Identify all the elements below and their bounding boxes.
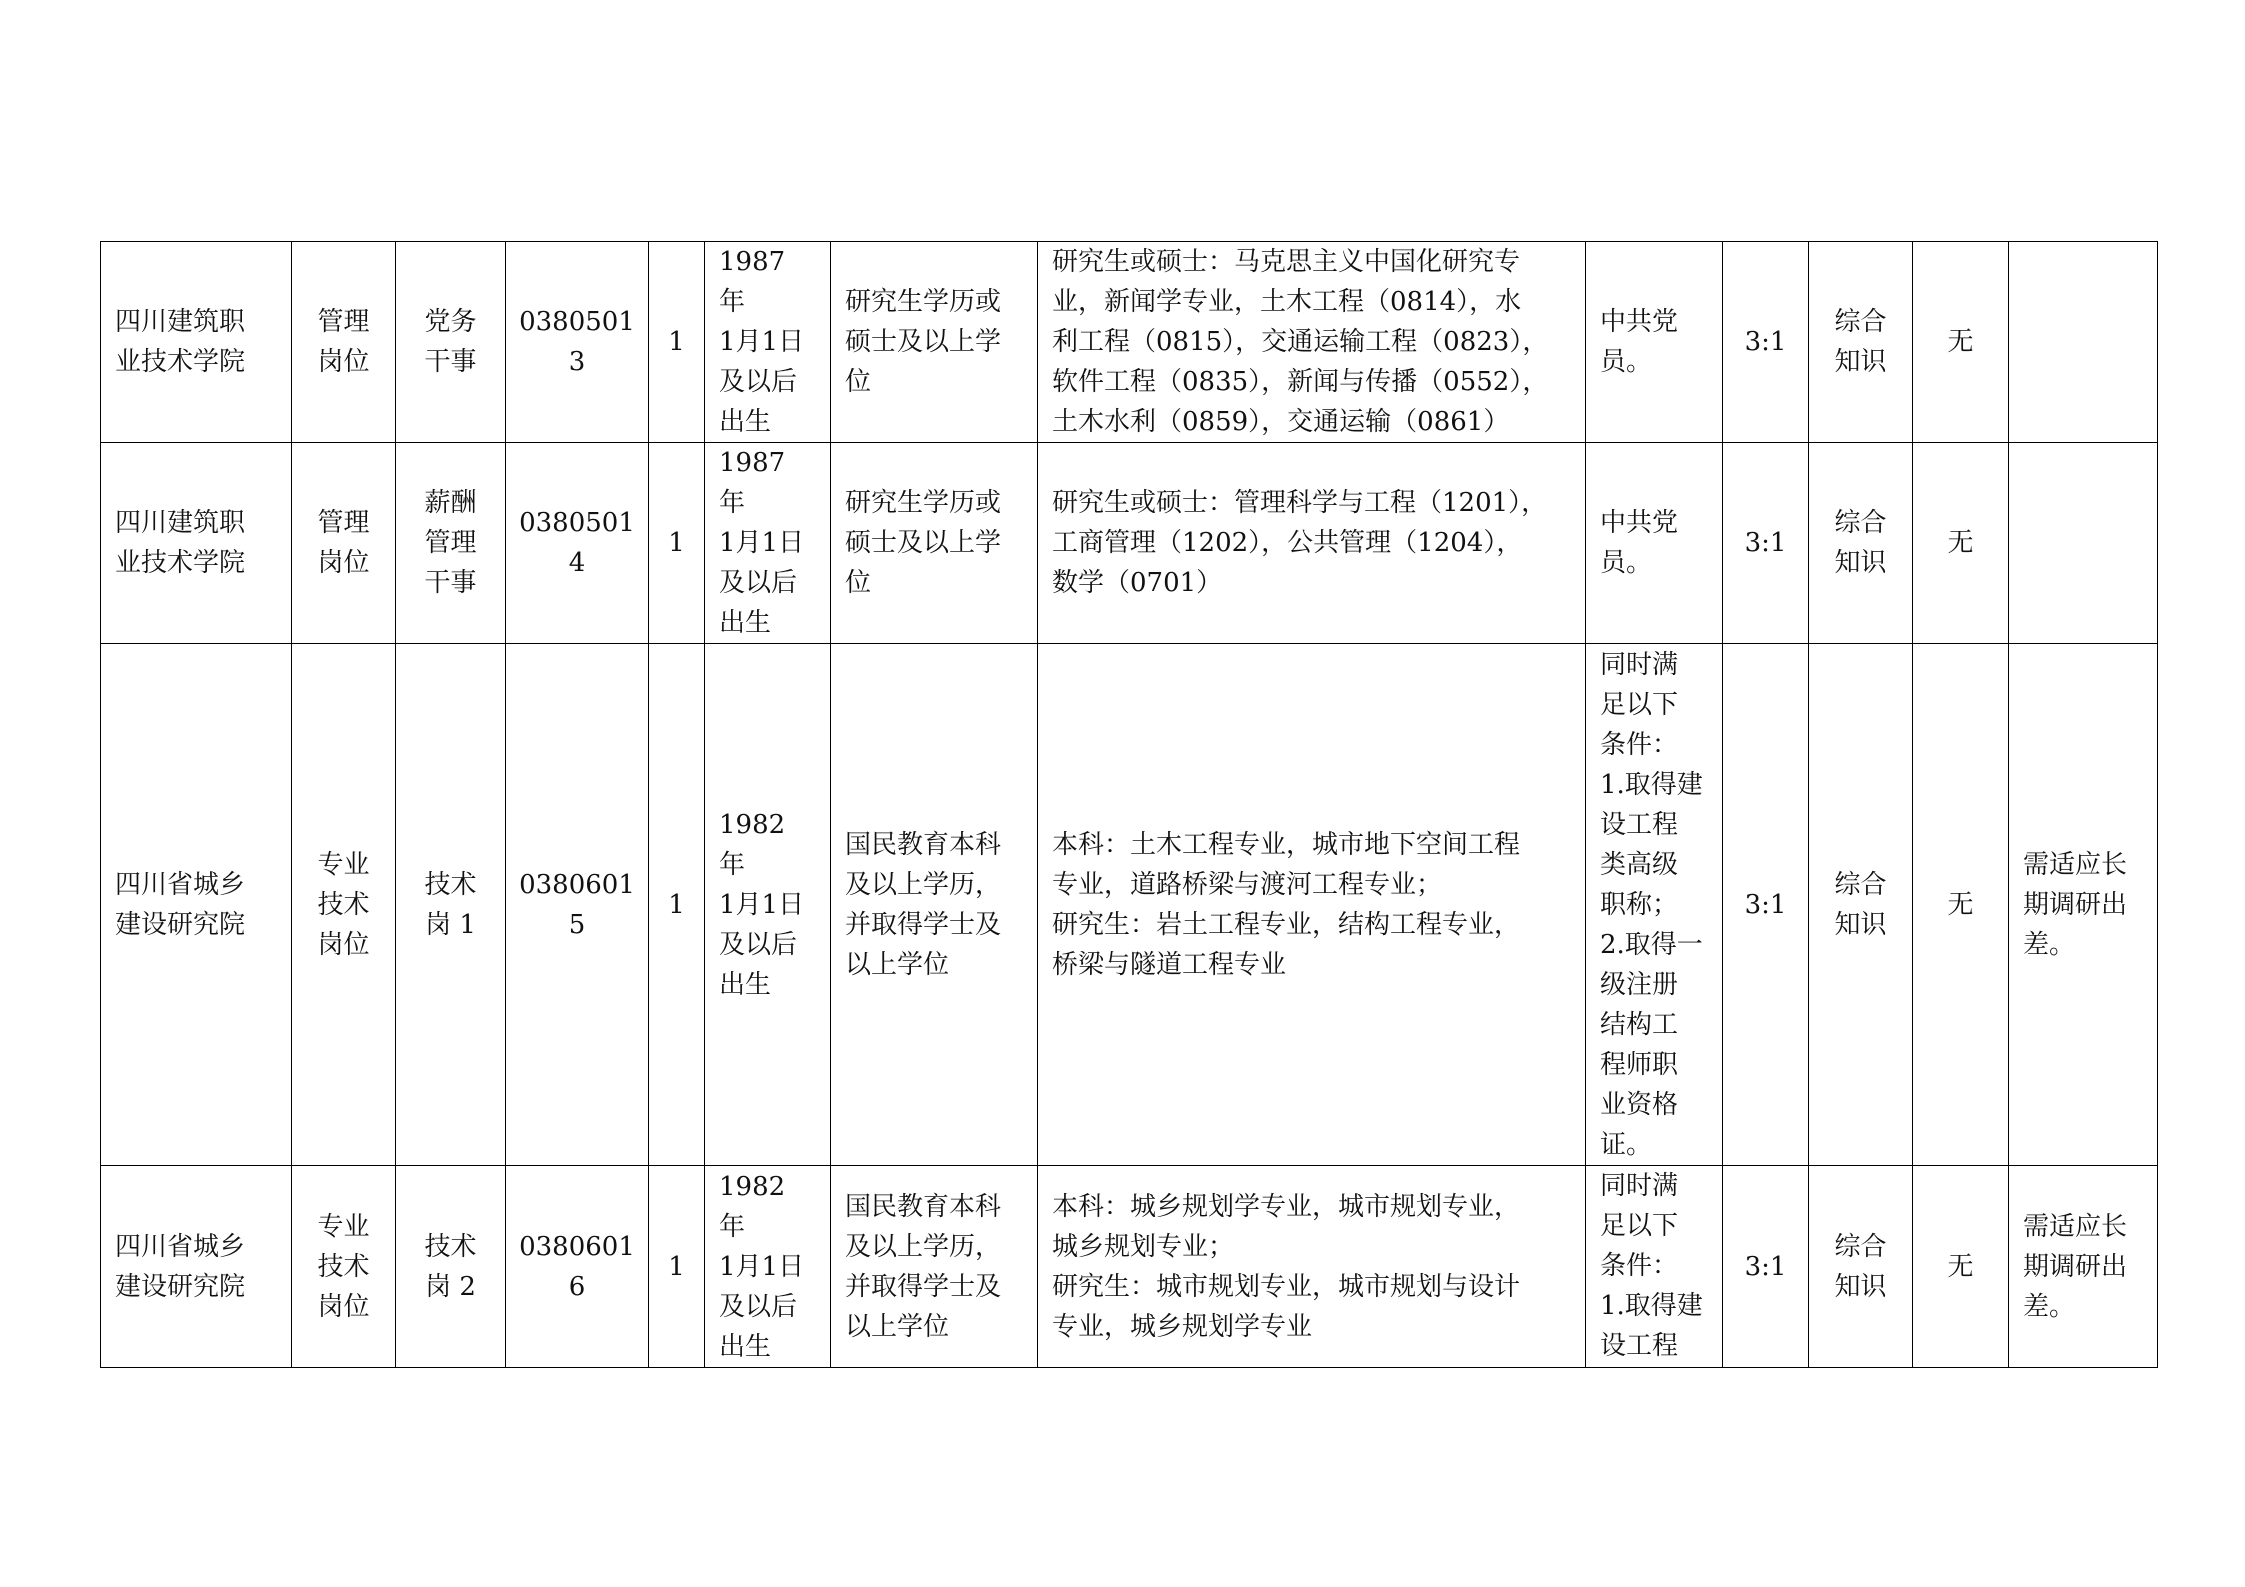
ratio-text: 3:1: [1744, 327, 1787, 357]
exam-text: 综合 知识: [1834, 1231, 1887, 1302]
exam-text: 综合 知识: [1834, 869, 1887, 940]
age-text: 1987 年 1月1日 及以后 出生: [719, 247, 805, 437]
other-requirements-text: 同时满 足以下 条件： 1.取得建 设工程: [1600, 1171, 1703, 1361]
code-cell: [506, 443, 649, 644]
education-cell: [831, 443, 1038, 644]
category-cell: [292, 1166, 396, 1368]
table-row: [101, 1166, 2158, 1368]
exam-cell: [1809, 443, 1913, 644]
other-requirements-cell: [1586, 644, 1723, 1166]
education-cell: [831, 1166, 1038, 1368]
professional-test-cell: [1913, 443, 2009, 644]
code-text: 03805014: [519, 508, 635, 578]
category-text: 管理 岗位: [317, 307, 370, 377]
professional-test-text: 无: [1947, 528, 1974, 558]
count-text: 1: [668, 1251, 685, 1282]
table-row: [101, 644, 2158, 1166]
category-text: 专业 技术 岗位: [317, 1211, 370, 1322]
major-cell: [1038, 443, 1586, 644]
professional-test-cell: [1913, 1166, 2009, 1368]
position-cell: [396, 644, 506, 1166]
unit-cell: [101, 644, 292, 1166]
education-cell: [831, 644, 1038, 1166]
remark-cell: [2009, 644, 2158, 1166]
ratio-cell: [1723, 644, 1809, 1166]
unit-text: 四川建筑职 业技术学院: [115, 307, 246, 377]
category-cell: [292, 644, 396, 1166]
professional-test-text: 无: [1947, 889, 1974, 920]
ratio-cell: [1723, 242, 1809, 443]
category-text: 管理 岗位: [317, 508, 370, 578]
major-cell: [1038, 242, 1586, 443]
education-text: 研究生学历或 硕士及以上学 位: [845, 488, 1002, 598]
major-cell: [1038, 644, 1586, 1166]
education-text: 国民教育本科 及以上学历， 并取得学士及 以上学位: [845, 1191, 1002, 1342]
exam-text: 综合 知识: [1834, 307, 1887, 377]
category-cell: [292, 443, 396, 644]
remark-text: 需适应长 期调研出 差。: [2023, 1211, 2128, 1322]
age-cell: [705, 644, 831, 1166]
age-text: 1987 年 1月1日 及以后 出生: [719, 448, 805, 638]
recruitment-table: [100, 241, 2158, 1368]
count-cell: [649, 1166, 705, 1368]
major-text: 研究生或硕士：管理科学与工程（1201）， 工商管理（1202），公共管理（1204）， 数学（0701）: [1052, 488, 1548, 598]
count-text: 1: [668, 528, 685, 558]
position-cell: [396, 1166, 506, 1368]
age-cell: [705, 242, 831, 443]
position-cell: [396, 242, 506, 443]
code-text: 03806016: [519, 1231, 635, 1302]
education-text: 国民教育本科 及以上学历， 并取得学士及 以上学位: [845, 829, 1002, 980]
position-text: 技术 岗 1: [424, 869, 477, 940]
education-text: 研究生学历或 硕士及以上学 位: [845, 287, 1002, 397]
unit-cell: [101, 1166, 292, 1368]
remark-text: 需适应长 期调研出 差。: [2023, 849, 2128, 960]
unit-text: 四川省城乡 建设研究院: [115, 1231, 246, 1302]
major-text: 本科：城乡规划学专业，城市规划专业， 城乡规划专业； 研究生：城市规划专业，城市规划与设计 专业，城乡规划学专业: [1052, 1191, 1521, 1342]
code-cell: [506, 644, 649, 1166]
education-cell: [831, 242, 1038, 443]
count-text: 1: [668, 327, 685, 357]
ratio-cell: [1723, 443, 1809, 644]
code-text: 03805013: [519, 307, 635, 377]
other-requirements-cell: [1586, 242, 1723, 443]
major-text: 本科：土木工程专业，城市地下空间工程 专业，道路桥梁与渡河工程专业； 研究生：岩土工程专业，结构工程专业， 桥梁与隧道工程专业: [1052, 829, 1521, 980]
other-requirements-text: 中共党 员。: [1600, 307, 1679, 377]
count-cell: [649, 242, 705, 443]
unit-text: 四川省城乡 建设研究院: [115, 869, 246, 940]
position-text: 技术 岗 2: [424, 1231, 477, 1302]
professional-test-text: 无: [1947, 1251, 1974, 1282]
ratio-text: 3:1: [1744, 528, 1787, 558]
code-text: 03806015: [519, 869, 635, 940]
exam-cell: [1809, 242, 1913, 443]
professional-test-text: 无: [1947, 327, 1974, 357]
table-row: [101, 242, 2158, 443]
remark-cell: [2009, 1166, 2158, 1368]
position-text: 党务 干事: [424, 307, 477, 377]
exam-cell: [1809, 644, 1913, 1166]
position-cell: [396, 443, 506, 644]
count-cell: [649, 644, 705, 1166]
category-text: 专业 技术 岗位: [317, 849, 370, 960]
position-text: 薪酬 管理 干事: [424, 488, 477, 598]
code-cell: [506, 242, 649, 443]
remark-cell: [2009, 242, 2158, 443]
major-text: 研究生或硕士：马克思主义中国化研究专 业，新闻学专业，土木工程（0814），水 利工程（0815），交通运输工程（0823）， 软件工程（0835），新闻与传播（0552）， 土木水利（0859），交通运输（0861）: [1052, 247, 1549, 437]
unit-cell: [101, 242, 292, 443]
major-cell: [1038, 1166, 1586, 1368]
ratio-text: 3:1: [1744, 889, 1787, 920]
age-text: 1982 年 1月1日 及以后 出生: [719, 1171, 805, 1362]
age-cell: [705, 1166, 831, 1368]
other-requirements-text: 同时满 足以下 条件： 1.取得建 设工程 类高级 职称； 2.取得一 级注册 结构工 程师职 业资格 证。: [1600, 649, 1703, 1160]
other-requirements-text: 中共党 员。: [1600, 508, 1679, 578]
age-cell: [705, 443, 831, 644]
other-requirements-cell: [1586, 443, 1723, 644]
professional-test-cell: [1913, 644, 2009, 1166]
table-row: [101, 443, 2158, 644]
exam-text: 综合 知识: [1834, 508, 1887, 578]
category-cell: [292, 242, 396, 443]
exam-cell: [1809, 1166, 1913, 1368]
other-requirements-cell: [1586, 1166, 1723, 1368]
professional-test-cell: [1913, 242, 2009, 443]
age-text: 1982 年 1月1日 及以后 出生: [719, 809, 805, 1000]
ratio-cell: [1723, 1166, 1809, 1368]
unit-cell: [101, 443, 292, 644]
unit-text: 四川建筑职 业技术学院: [115, 508, 246, 578]
ratio-text: 3:1: [1744, 1251, 1787, 1282]
count-text: 1: [668, 889, 685, 920]
count-cell: [649, 443, 705, 644]
remark-cell: [2009, 443, 2158, 644]
code-cell: [506, 1166, 649, 1368]
